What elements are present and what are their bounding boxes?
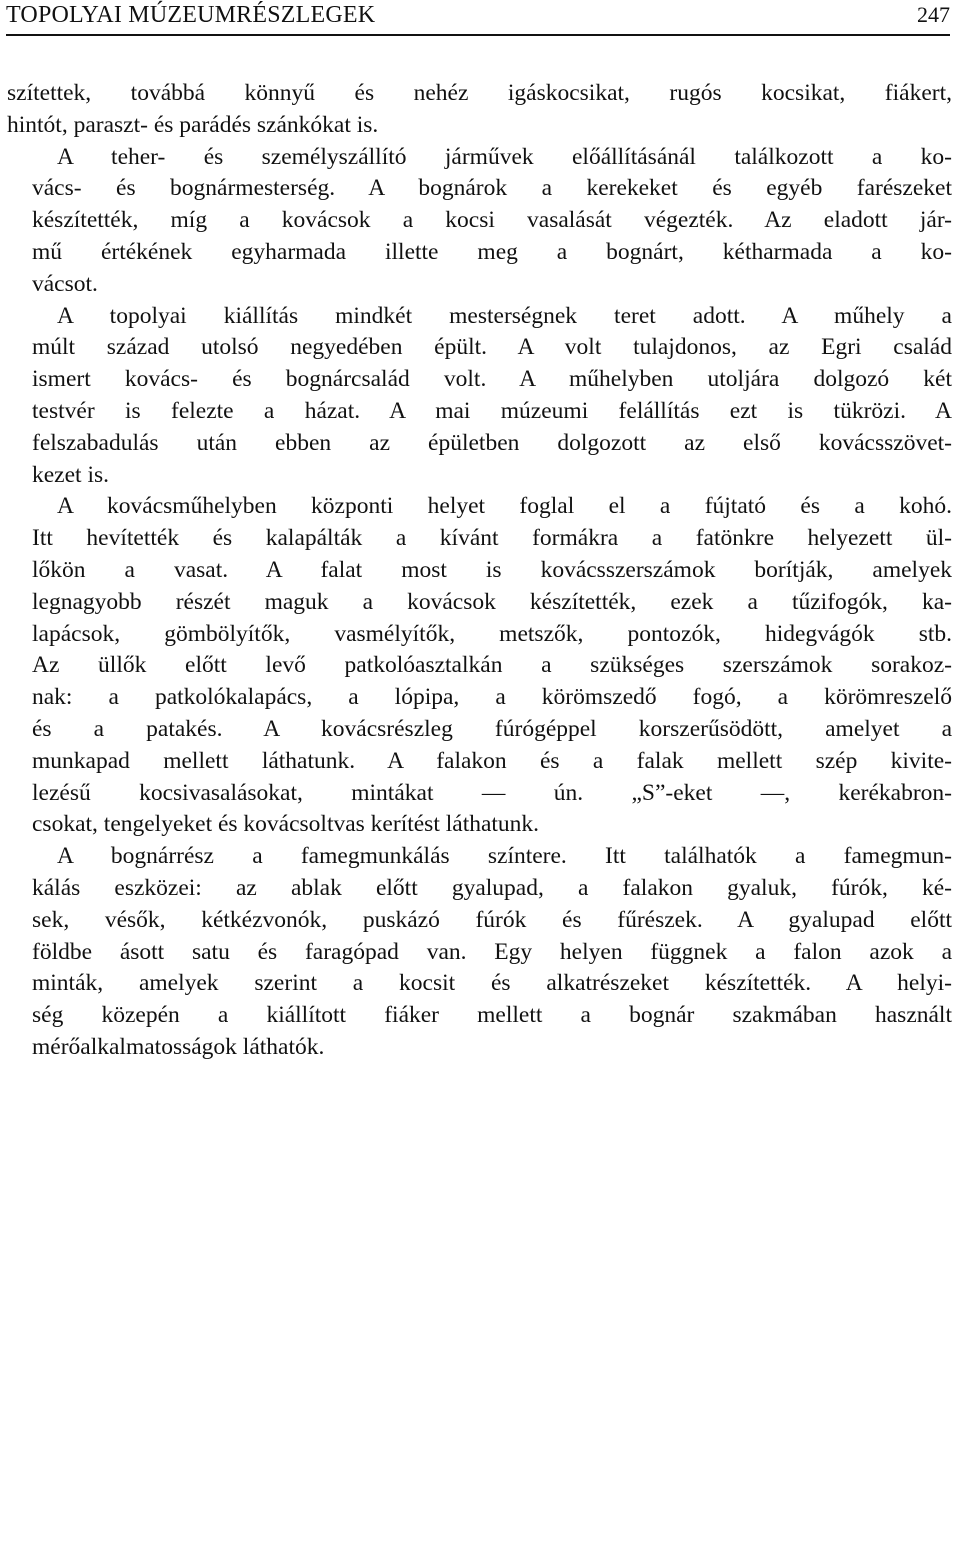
paragraph-4 xyxy=(7,491,952,841)
text-line: lőkön a vasat. A falat most is kovácsszerszámok borítják, amelyek xyxy=(32,556,952,583)
text-line: kezet is. xyxy=(32,461,109,488)
text-line: készítették, míg a kovácsok a kocsi vasalását végezték. Az eladott jár- xyxy=(32,207,952,234)
paragraph-3 xyxy=(7,301,952,492)
text-line: minták, amelyek szerint a kocsit és alkatrészeket készítették. A helyi- xyxy=(32,970,952,997)
paragraph-2 xyxy=(7,142,952,301)
text-line: Az üllők előtt levő patkolóasztalkán a szükséges szerszámok sorakoz- xyxy=(32,652,952,679)
text-line: A bognárrész a famegmunkálás színtere. Itt találhatók a famegmun- xyxy=(57,843,952,870)
text-line: A topolyai kiállítás mindkét mesterségnek teret adott. A műhely a xyxy=(57,302,952,329)
paragraph-1 xyxy=(7,78,952,142)
running-head xyxy=(6,0,950,34)
text-line: sek, vésők, kétkézvonók, puskázó fúrók és fűrészek. A gyalupad előtt xyxy=(32,906,952,933)
text-line: mű értékének egyharmada illette meg a bognárt, kétharmada a ko- xyxy=(32,238,952,265)
text-line: ség közepén a kiállított fiáker mellett a bognár szakmában használt xyxy=(32,1002,952,1029)
text-line: múlt század utolsó negyedében épült. A volt tulajdonos, az Egri család xyxy=(32,334,952,361)
page-number: 247 xyxy=(917,2,950,27)
header-rule xyxy=(6,34,950,36)
text-line: és a patakés. A kovácsrészleg fúrógéppel korszerűsödött, amelyet a xyxy=(32,715,952,742)
text-line: felszabadulás után ebben az épületben dolgozott az első kovácsszövet- xyxy=(32,429,952,456)
text-line: földbe ásott satu és faragópad van. Egy helyen függnek a falon azok a xyxy=(32,938,952,965)
text-line: munkapad mellett láthatunk. A falakon és a falak mellett szép kivite- xyxy=(32,747,952,774)
text-line: nak: a patkolókalapács, a lópipa, a körömszedő fogó, a körömreszelő xyxy=(32,684,952,711)
text-line: A teher- és személyszállító járművek előállításánál találkozott a ko- xyxy=(57,143,952,170)
running-head-title: TOPOLYAI MÚZEUMRÉSZLEGEK xyxy=(6,2,376,28)
body-text xyxy=(7,78,952,1064)
text-line: vács- és bognármesterség. A bognárok a kerekeket és egyéb farészeket xyxy=(32,175,952,202)
text-line: kálás eszközei: az ablak előtt gyalupad, a falakon gyaluk, fúrók, ké- xyxy=(32,874,952,901)
text-line: csokat, tengelyeket és kovácsoltvas kerítést láthatunk. xyxy=(32,811,540,838)
text-line: mérőalkalmatosságok láthatók. xyxy=(32,1033,325,1060)
text-line: ismert kovács- és bognárcsalád volt. A műhelyben utoljára dolgozó két xyxy=(32,366,952,393)
text-line: lapácsok, gömbölyítők, vasmélyítők, metszők, pontozók, hidegvágók stb. xyxy=(32,620,952,647)
text-line: Itt hevítették és kalapálták a kívánt formákra a fatönkre helyezett ül- xyxy=(32,525,952,552)
text-line: hintót, paraszt- és parádés szánkókat is. xyxy=(7,111,379,138)
text-line: szítettek, továbbá könnyű és nehéz igáskocsikat, rugós kocsikat, fiákert, xyxy=(7,80,952,106)
paragraph-5 xyxy=(7,841,952,1064)
text-line: testvér is felezte a házat. A mai múzeumi felállítás ezt is tükrözi. A xyxy=(32,397,952,424)
text-line: legnagyobb részét maguk a kovácsok készítették, ezek a tűzifogók, ka- xyxy=(32,588,952,615)
text-line: lezésű kocsivasalásokat, mintákat — ún. „S”-eket —, kerékabron- xyxy=(32,779,952,806)
text-line: A kovácsműhelyben központi helyet foglal el a fújtató és a kohó. xyxy=(57,493,952,520)
text-line: vácsot. xyxy=(32,270,98,297)
